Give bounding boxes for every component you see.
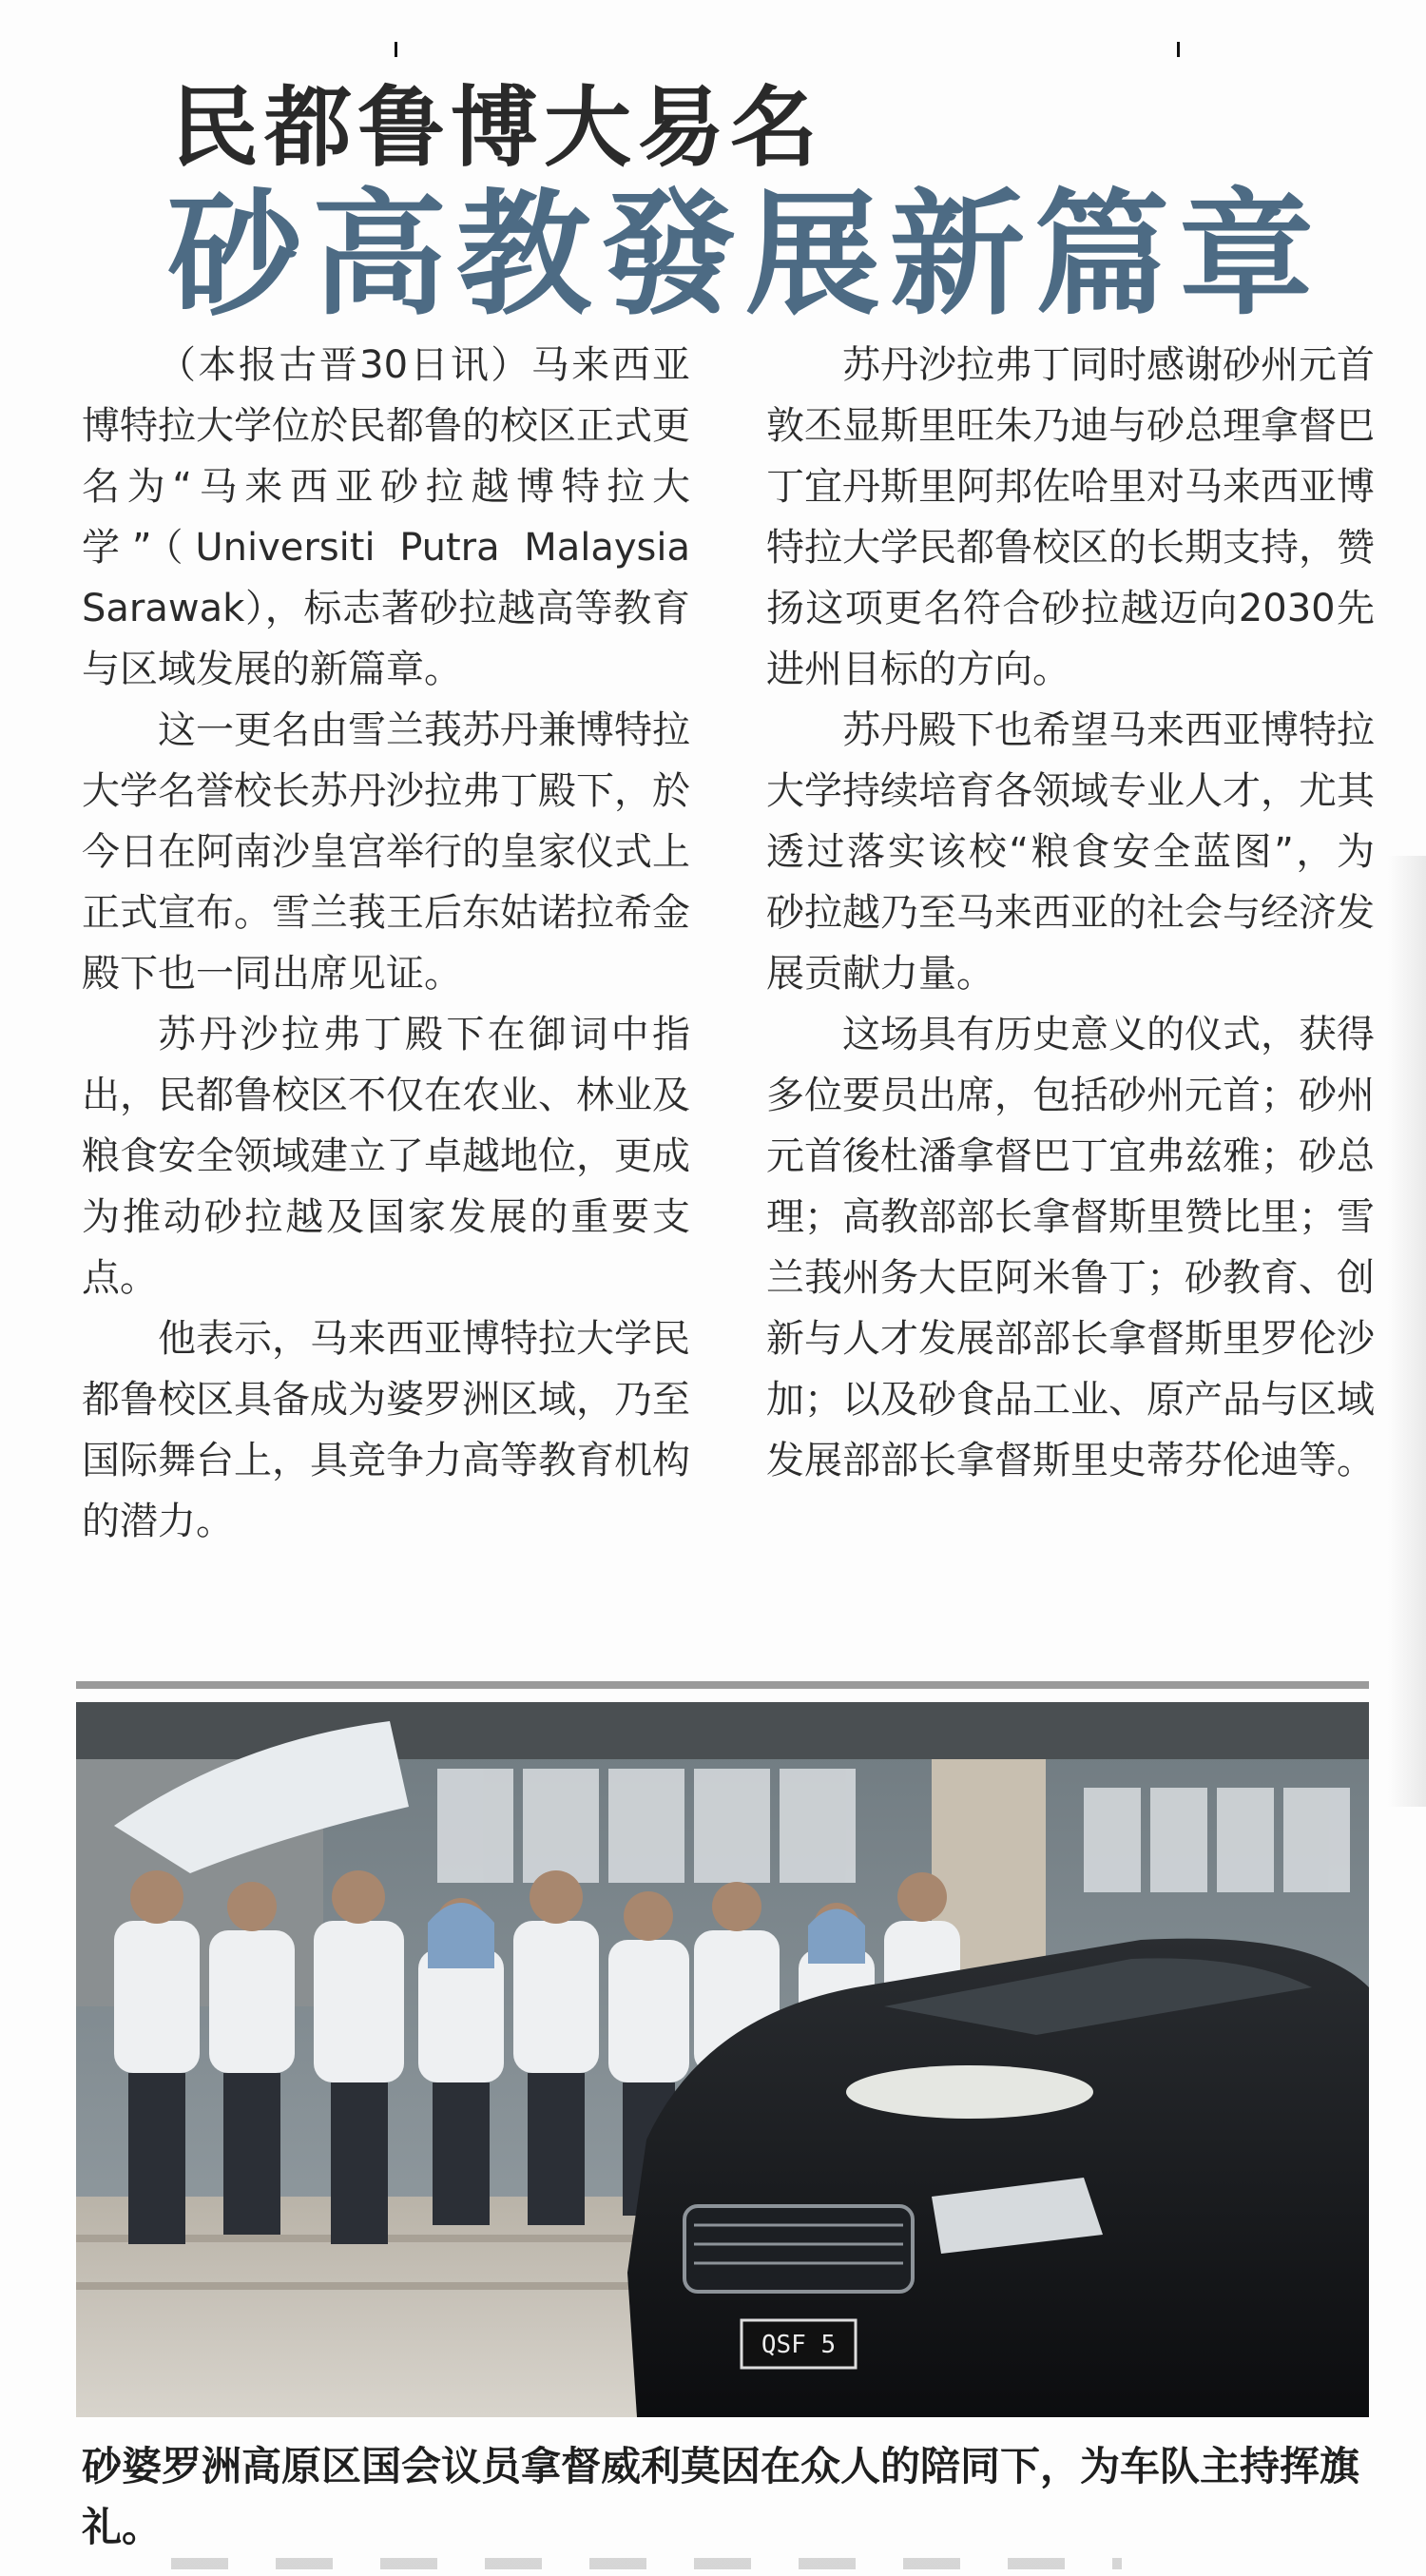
article-right-column [766,335,1375,1647]
car-license-plate: QSF 5 [761,2331,837,2359]
flag-off-ceremony-image [76,1702,1369,2417]
news-photo [76,1702,1369,2417]
page-edge-shadow [1388,856,1426,1807]
paragraph: （本报古晋30日讯）马来西亚博特拉大学位於民都鲁的校区正式更名为“马来西亚砂拉越博特拉大学”（Universiti Putra Malaysia Sarawak），标志著砂拉越高等教育与区域发展的新篇章。 [82,343,690,691]
section-divider [76,1681,1369,1689]
paragraph: 苏丹沙拉弗丁同时感谢砂州元首敦丕显斯里旺朱乃迪与砂总理拿督巴丁宜丹斯里阿邦佐哈里对马来西亚博特拉大学民都鲁校区的长期支持，赞扬这项更名符合砂拉越迈向2030先进州目标的方向。 [766,343,1375,691]
cut-off-text-edge [171,2558,1122,2569]
crop-mark [1177,42,1180,57]
article-left-column [82,335,690,1647]
crop-mark [395,42,397,57]
photo-caption: 砂婆罗洲高原区国会议员拿督威利莫因在众人的陪同下，为车队主持挥旗礼。 [82,2443,1360,2550]
paragraph: 苏丹沙拉弗丁殿下在御词中指出，民都鲁校区不仅在农业、林业及粮食安全领域建立了卓越地位，更成为推动砂拉越及国家发展的重要支点。 [82,1013,690,1300]
paragraph: 他表示，马来西亚博特拉大学民都鲁校区具备成为婆罗洲区域，乃至国际舞台上，具竞争力高等教育机构的潜力。 [82,1317,690,1543]
headline-main: 砂高教發展新篇章 [167,177,1323,334]
paragraph: 这场具有历史意义的仪式，获得多位要员出席，包括砂州元首；砂州元首後杜潘拿督巴丁宜弗兹雅；砂总理；高教部部长拿督斯里赞比里；雪兰莪州务大臣阿米鲁丁；砂教育、创新与人才发展部部长拿督斯里罗伦沙加；以及砂食品工业、原产品与区域发展部部长拿督斯里史蒂芬伦迪等。 [766,1013,1375,1482]
article-body [82,335,1375,1647]
headline-kicker: 民都鲁博大易名 [171,76,824,179]
paragraph: 苏丹殿下也希望马来西亚博特拉大学持续培育各领域专业人才，尤其透过落实该校“粮食安全蓝图”，为砂拉越乃至马来西亚的社会与经济发展贡献力量。 [766,708,1375,996]
paragraph: 这一更名由雪兰莪苏丹兼博特拉大学名誉校长苏丹沙拉弗丁殿下，於今日在阿南沙皇宫举行的皇家仪式上正式宣布。雪兰莪王后东姑诺拉希金殿下也一同出席见证。 [82,708,690,996]
